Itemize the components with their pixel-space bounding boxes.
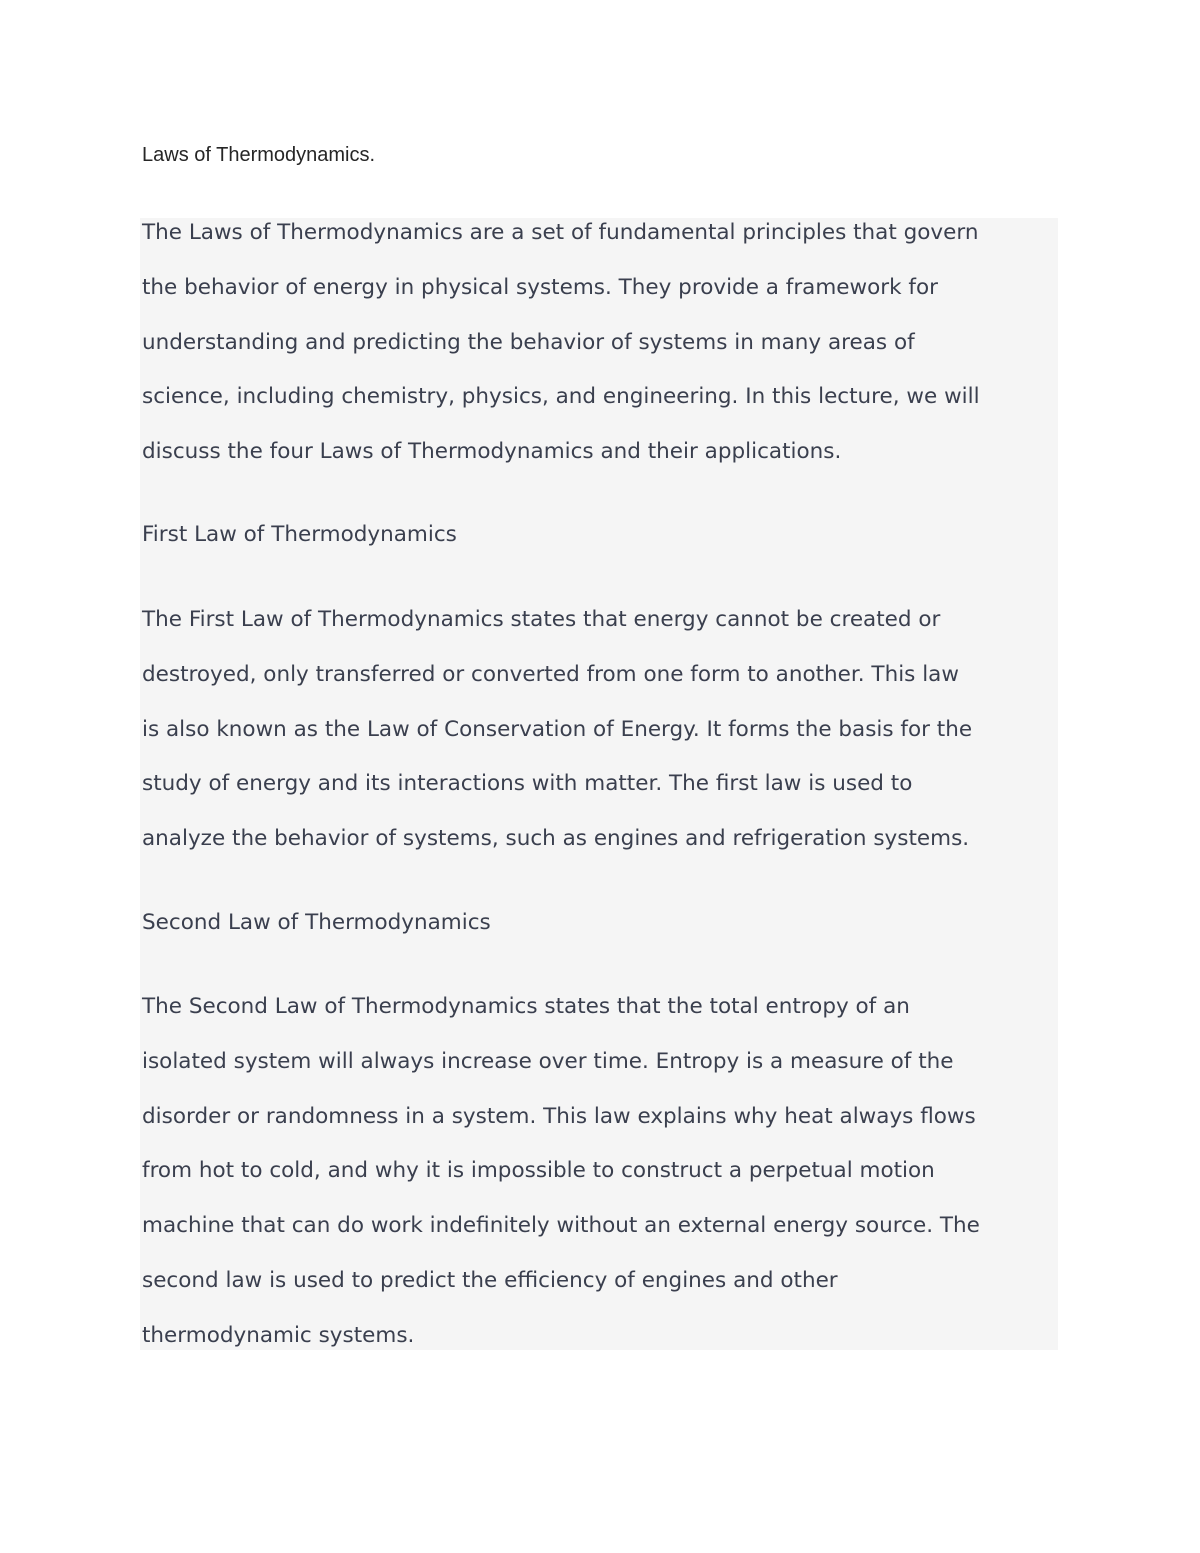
text-line: thermodynamic systems. (142, 1322, 415, 1348)
text-line: understanding and predicting the behavior of systems in many areas of (142, 329, 915, 355)
text-line: discuss the four Laws of Thermodynamics and their applications. (142, 439, 842, 465)
text-line: study of energy and its interactions with matter. The first law is used to (142, 771, 913, 797)
first-law-paragraph (142, 593, 972, 867)
text-line: the behavior of energy in physical systems. They provide a framework for (142, 274, 938, 300)
text-line: The First Law of Thermodynamics states that energy cannot be created or (142, 607, 941, 632)
text-line: The Laws of Thermodynamics are a set of fundamental principles that govern (142, 220, 979, 245)
second-law-heading: Second Law of Thermodynamics (142, 910, 491, 935)
intro-paragraph (142, 206, 980, 480)
document-title: Laws of Thermodynamics. (142, 144, 376, 166)
text-line: destroyed, only transferred or converted from one form to another. This law (142, 661, 959, 687)
text-line: machine that can do work indefinitely without an external energy source. The (142, 1213, 980, 1239)
text-line: from hot to cold, and why it is impossible to construct a perpetual motion (142, 1158, 935, 1184)
text-line: disorder or randomness in a system. This law explains why heat always flows (142, 1103, 976, 1129)
text-line: The Second Law of Thermodynamics states that the total entropy of an (142, 994, 910, 1019)
text-line: isolated system will always increase over time. Entropy is a measure of the (142, 1048, 954, 1074)
text-line: second law is used to predict the efficiency of engines and other (142, 1267, 838, 1293)
text-line: analyze the behavior of systems, such as engines and refrigeration systems. (142, 826, 970, 852)
first-law-heading: First Law of Thermodynamics (142, 522, 457, 547)
second-law-paragraph (142, 980, 980, 1364)
text-line: science, including chemistry, physics, and engineering. In this lecture, we will (142, 384, 980, 410)
text-line: is also known as the Law of Conservation of Energy. It forms the basis for the (142, 716, 973, 742)
